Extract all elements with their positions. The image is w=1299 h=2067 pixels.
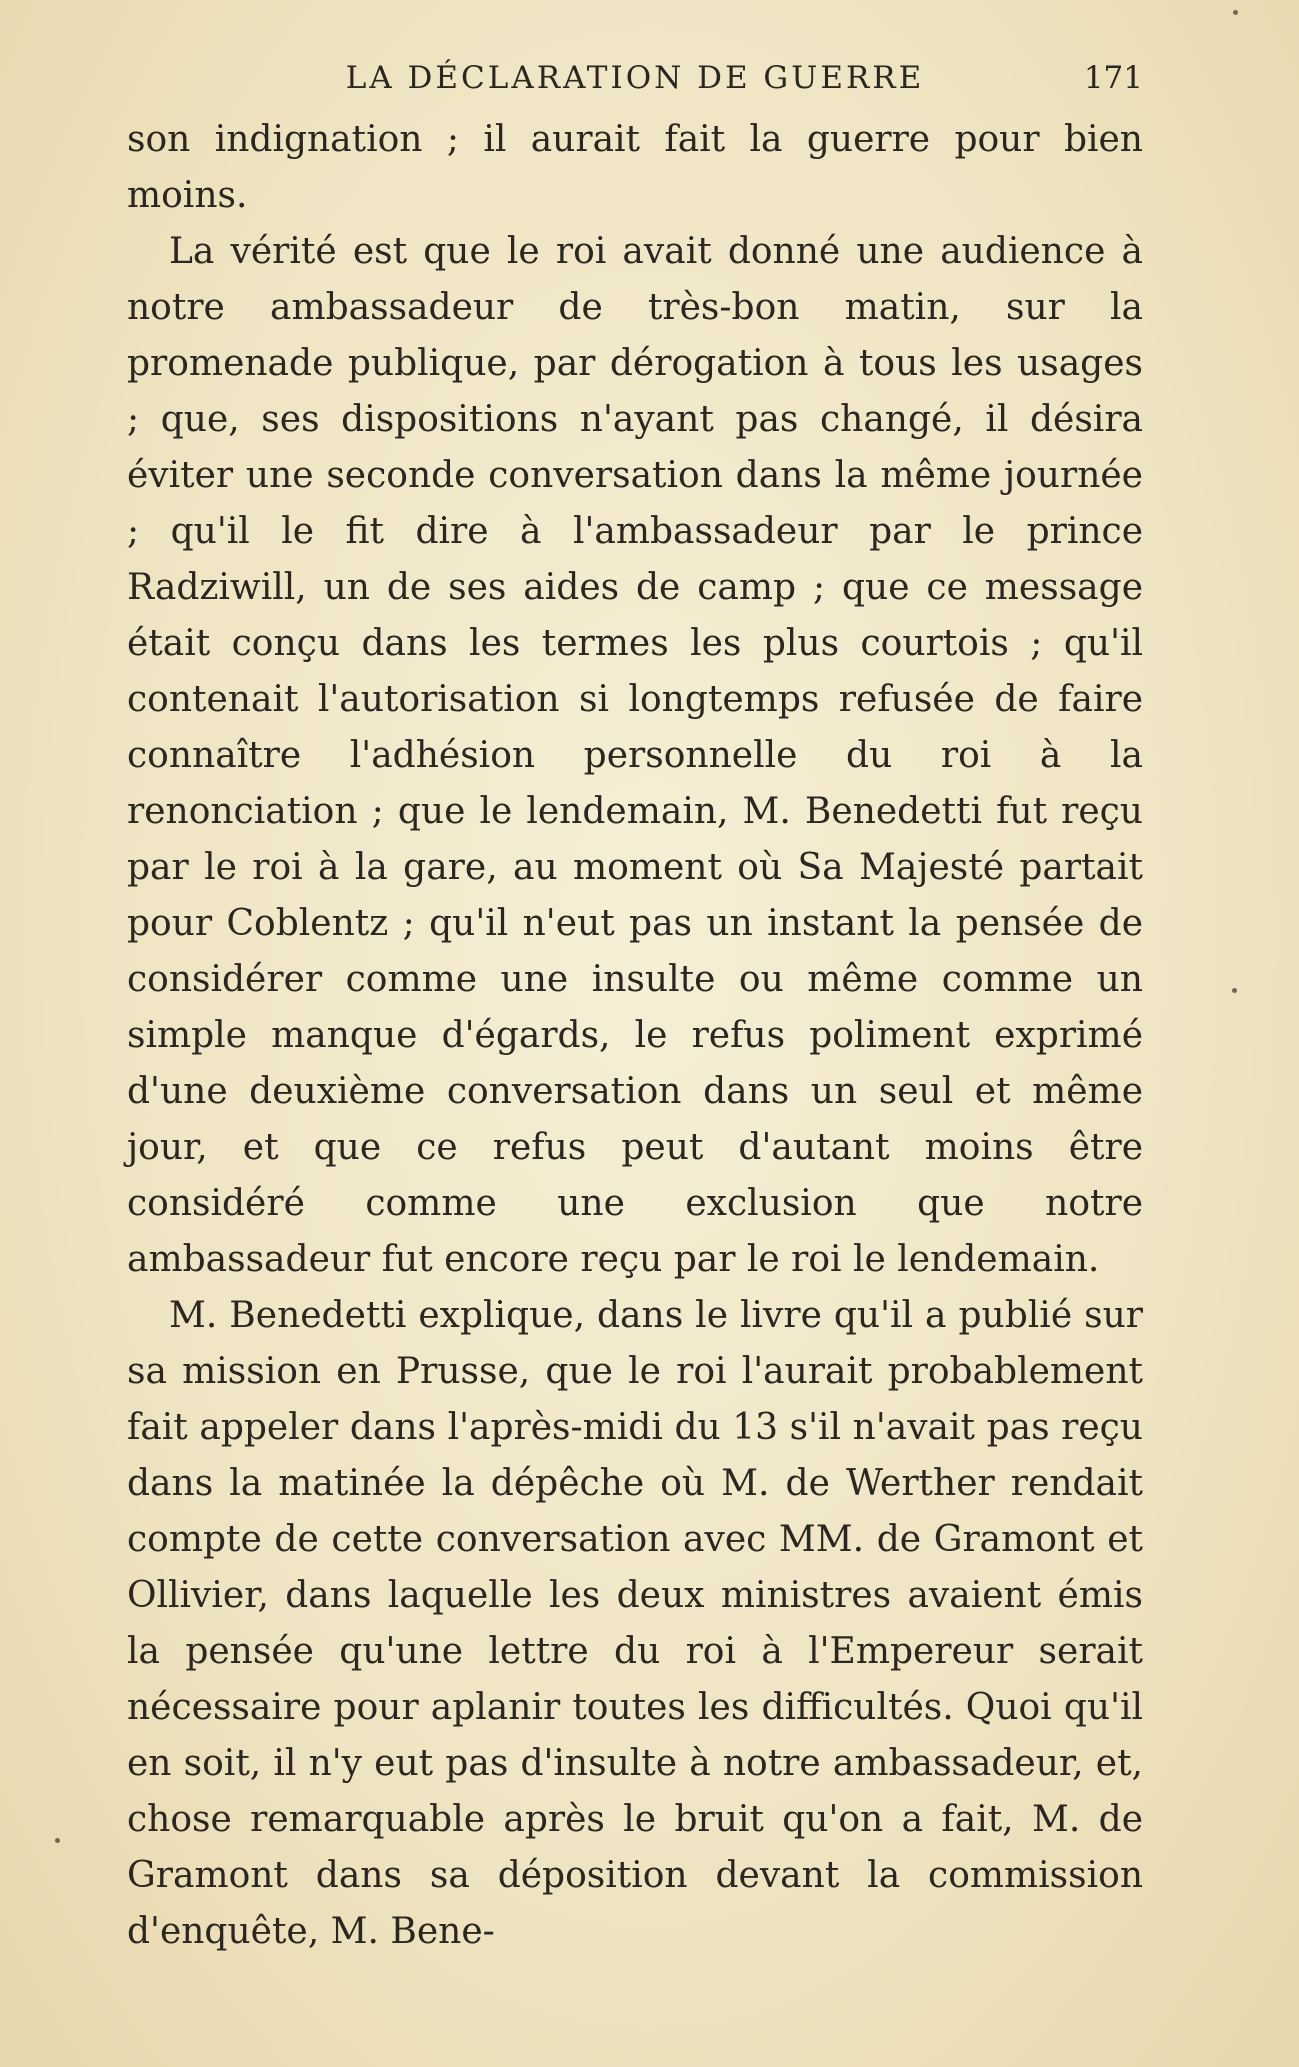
paragraph-roi-audience: La vérité est que le roi avait donné une audience à notre ambassadeur de très-bon matin, sur la promenade publique, par dérogation à tous les usages ; que, ses dispositions n'ayant pas changé, il désira éviter une seconde conversation dans la même journée ; qu'il le fit dire à l'ambassadeur par le prince Radziwill, un de ses aides de camp ; que ce message était conçu dans les termes les plus courtois ; qu'il contenait l'autorisation si longtemps refusée de faire connaître l'adhésion personnelle du roi à la renonciation ; que le lendemain, M. Benedetti fut reçu par le roi à la gare, au moment où Sa Majesté partait pour Coblentz ; qu'il n'eut pas un instant la pensée de considérer comme une insulte ou même comme un simple manque d'égards, le refus poliment exprimé d'une deuxième conversation dans un seul et même jour, et que ce refus peut d'autant moins être considéré comme une exclusion que notre ambassadeur fut encore reçu par le roi le lendemain.	[127, 231, 1143, 1280]
running-head	[127, 52, 1143, 104]
running-title: LA DÉCLARATION DE GUERRE	[345, 60, 925, 96]
paragraph-continuation: son indignation ; il aurait fait la guerre pour bien moins.	[127, 119, 1143, 216]
body-text	[127, 112, 1143, 1960]
paper-speck	[1233, 10, 1238, 15]
paragraph-benedetti-livre: M. Benedetti explique, dans le livre qu'il a publié sur sa mission en Prusse, que le roi l'aurait probablement fait appeler dans l'après-midi du 13 s'il n'avait pas reçu dans la matinée la dépêche où M. de Werther rendait compte de cette conversation avec MM. de Gramont et Ollivier, dans laquelle les deux ministres avaient émis la pensée qu'une lettre du roi à l'Empereur serait nécessaire pour aplanir toutes les difficultés. Quoi qu'il en soit, il n'y eut pas d'insulte à notre ambassadeur, et, chose remarquable après le bruit qu'on a fait, M. de Gramont dans sa déposition devant la commission d'enquête, M. Bene-	[127, 1295, 1143, 1952]
paper-speck	[55, 1838, 60, 1843]
page-number: 171	[1083, 60, 1143, 96]
paper-speck	[1232, 988, 1237, 993]
book-page	[127, 52, 1143, 1960]
